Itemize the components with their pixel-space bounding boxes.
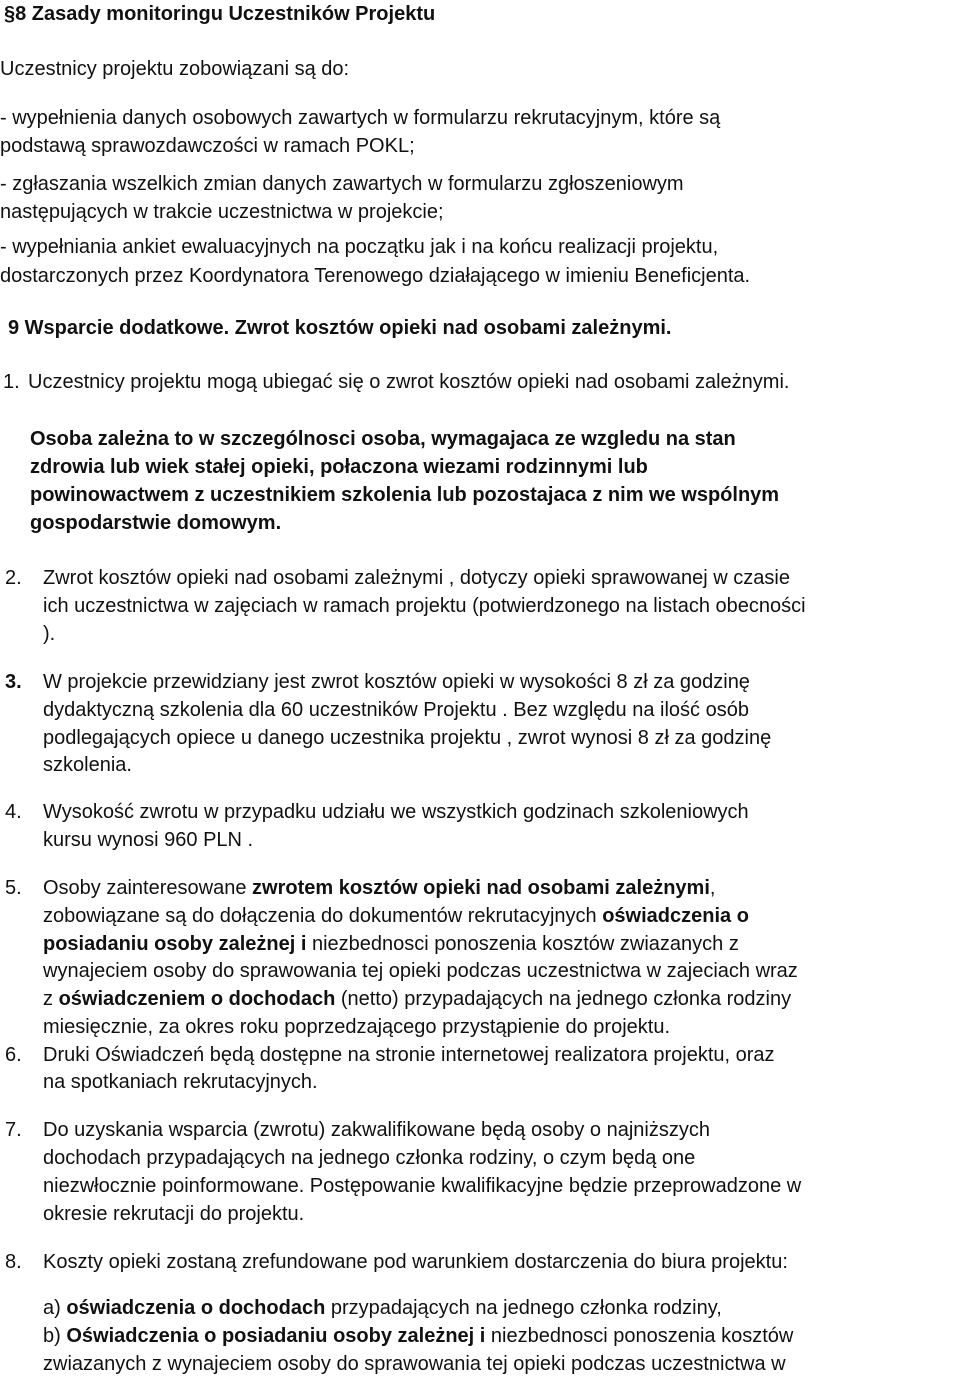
item-text: okresie rekrutacji do projektu.	[43, 1203, 305, 1225]
item-text: posiadaniu osoby zależnej i niezbednosci ponoszenia kosztów zwiazanych z	[43, 933, 739, 955]
item-number: 7.	[5, 1119, 22, 1141]
item-number: 6.	[5, 1044, 22, 1066]
item-text: wynajeciem osoby do sprawowania tej opieki podczas uczestnictwa w zajeciach wraz	[43, 960, 798, 982]
item-text: Druki Oświadczeń będą dostępne na stronie internetowej realizatora projektu, oraz	[43, 1044, 775, 1066]
item-number: 4.	[5, 801, 22, 823]
item-subpoint-a: a) oświadczenia o dochodach przypadających na jednego członka rodziny,	[43, 1297, 722, 1319]
item-text: niezwłocznie poinformowane. Postępowanie kwalifikacyjne będzie przeprowadzone w	[43, 1175, 802, 1197]
item-text: Osoby zainteresowane zwrotem kosztów opieki nad osobami zależnymi,	[43, 877, 716, 899]
item-text: ich uczestnictwa w zajęciach w ramach projektu (potwierdzonego na listach obecności	[43, 595, 806, 617]
item-text: Wysokość zwrotu w przypadku udziału we wszystkich godzinach szkoleniowych	[43, 801, 749, 823]
section-8-intro: Uczestnicy projektu zobowiązani są do:	[0, 58, 350, 80]
section-8-line: dostarczonych przez Koordynatora Terenowego działającego w imieniu Beneficjenta.	[0, 265, 751, 287]
section-8-heading: §8 Zasady monitoringu Uczestników Projektu	[4, 3, 436, 25]
item-text: szkolenia.	[43, 754, 132, 776]
definition-line: Osoba zależna to w szczególnosci osoba, wymagajaca ze wzgledu na stan	[30, 428, 736, 450]
definition-line: gospodarstwie domowym.	[30, 512, 282, 534]
item-text: dochodach przypadających na jednego członka rodziny, o czym będą one	[43, 1147, 696, 1169]
item-subpoint-b: b) Oświadczenia o posiadaniu osoby zależnej i niezbednosci ponoszenia kosztów	[43, 1325, 794, 1347]
section-9-heading: 9 Wsparcie dodatkowe. Zwrot kosztów opieki nad osobami zależnymi.	[8, 317, 672, 339]
item-text: Uczestnicy projektu mogą ubiegać się o zwrot kosztów opieki nad osobami zależnymi.	[28, 371, 790, 393]
item-text: Zwrot kosztów opieki nad osobami zależnymi , dotyczy opieki sprawowanej w czasie	[43, 567, 790, 589]
item-text: miesięcznie, za okres roku poprzedzającego przystąpienie do projektu.	[43, 1016, 671, 1038]
item-text: z oświadczeniem o dochodach (netto) przypadających na jednego członka rodziny	[43, 988, 792, 1010]
item-number: 3.	[5, 671, 22, 693]
section-8-line: - wypełniania ankiet ewaluacyjnych na początku jak i na końcu realizacji projektu,	[0, 236, 719, 258]
item-text: dydaktyczną szkolenia dla 60 uczestników Projektu . Bez względu na ilość osób	[43, 699, 749, 721]
item-text: ).	[43, 623, 56, 645]
item-text: Koszty opieki zostaną zrefundowane pod warunkiem dostarczenia do biura projektu:	[43, 1251, 788, 1273]
item-number: 5.	[5, 877, 22, 899]
item-text: kursu wynosi 960 PLN .	[43, 829, 254, 851]
item-number: 2.	[5, 567, 22, 589]
item-number: 1.	[3, 371, 20, 393]
item-text: na spotkaniach rekrutacyjnych.	[43, 1071, 318, 1093]
item-text: Do uzyskania wsparcia (zwrotu) zakwalifikowane będą osoby o najniższych	[43, 1119, 710, 1141]
item-text: zobowiązane są do dołączenia do dokumentów rekrutacyjnych oświadczenia o	[43, 905, 749, 927]
definition-line: powinowactwem z uczestnikiem szkolenia lub pozostajaca z nim we wspólnym	[30, 484, 780, 506]
section-8-line: - wypełnienia danych osobowych zawartych w formularzu rekrutacyjnym, które są	[0, 107, 721, 129]
item-text: zwiazanych z wynajeciem osoby do sprawowania tej opieki podczas uczestnictwa w	[43, 1353, 786, 1375]
item-text: podlegających opiece u danego uczestnika projektu , zwrot wynosi 8 zł za godzinę	[43, 727, 772, 749]
section-8-line: - zgłaszania wszelkich zmian danych zawartych w formularzu zgłoszeniowym	[0, 173, 684, 195]
item-text: W projekcie przewidziany jest zwrot kosztów opieki w wysokości 8 zł za godzinę	[43, 671, 750, 693]
section-8-line: podstawą sprawozdawczości w ramach POKL;	[0, 135, 415, 157]
definition-line: zdrowia lub wiek stałej opieki, połaczona wiezami rodzinnymi lub	[30, 456, 648, 478]
section-8-line: następujących w trakcie uczestnictwa w projekcie;	[0, 201, 444, 223]
item-number: 8.	[5, 1251, 22, 1273]
